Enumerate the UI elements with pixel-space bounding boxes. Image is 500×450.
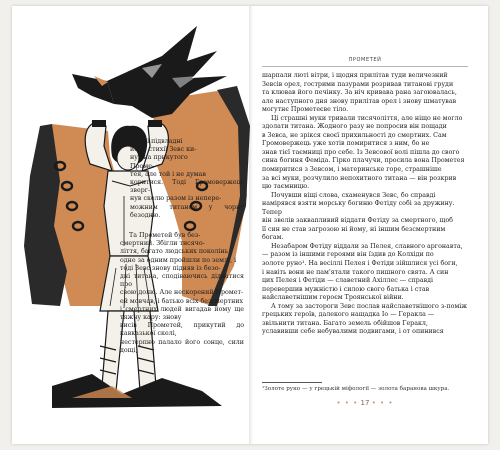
book-gutter	[249, 6, 253, 444]
left-paragraph-2: Та Прометей був без- смертний. Збігли тисячо- ліття, багато людських поколінь одне за одним пройшли по землі, і тоді Зевс знову підняв із безо- дні титана, сподіваючись діднатися про свою долю. Але нескорений Промет- ей мовчав, і батько всіх безсмертних і смертних людей вигадав йому ще тяжчу кару: знову висів Прометей, прикутий до кавказької скелі, нестерпно палало його сонце, сили дощі,	[120, 232, 244, 354]
right-paragraph-1: шарпали люті вітри, і щодня прилітав туди величезний Зевсів орел, гострими пазурами розривав титанові груди та клював його печінку. За ніч кривава рана загоювалась, але наступного дня знову прилітав орел і знову шматував могутнє Прометеєве тіло.	[262, 72, 457, 114]
right-paragraph-2: Ці страшні муки тривали тисячоліття, але ніщо не могло здолати титана. Жодного разу не попросив він пощади в Зевса, не зрікся своєї прихильності до смертних. Сам Громовержець уже хотів помиритися з ним, бо не знав тієї таємниці про себе. Із Зевсової волі пішла до свого сина богиня Феміда. Гірко плачучи, просила вона Прометея помиритися з Зевсом, і материнське горе, страшніше за всі муки, розчулило непохитного титана — він розкрив цю таємницю.	[262, 114, 465, 191]
ornament-left-icon: • • •	[336, 399, 359, 407]
footnote-rule	[262, 382, 322, 383]
ground-rock	[52, 374, 222, 408]
ornament-right-icon: • • •	[371, 399, 394, 407]
running-title: ПРОМЕТЕЙ	[348, 57, 382, 63]
page-number: 17	[360, 399, 370, 407]
page-number-row	[262, 399, 468, 407]
footnote: ¹Золоте руно — у грецькій міфології — золота баранова шкура.	[262, 386, 450, 392]
left-paragraph-1: Усі підвладні йому стихії Зевс ки- нув на прикутого Проме- тея, але той і не думав коритися. Тоді Громовержець зверг- нув скелю разом із непере- можним титаном у чорну безодню.	[130, 138, 244, 219]
right-paragraph-3: Почувши віщі слова, схаменувся Зевс, бо справді намірявся взяти морську богиню Фетіду собі за дружину. Тепер він звелів заквапливий віддати Фетіду за смертного, щоб її син не став загрозою ні йому, ні іншим безсмертним богам.	[262, 191, 455, 242]
right-paragraph-4: Незабаром Фетіду віддали за Пелея, славного аргонавта, — разом із іншими героями він їздив до Колхіди по золоте руно¹. На весіллі Пелея і Фетіди зійшлися усі боги, і навіть вони не пам'ятали такого пишного свята. А син цих Пелея і Фетіди — славетний Ахіллес — справді перевершив мужністю і силою свого батька і став найславетнішим героєм Троянської війни.	[262, 242, 463, 302]
prometheus-illustration	[12, 6, 252, 444]
left-text-lower	[120, 232, 244, 355]
left-text-upper	[130, 138, 244, 220]
right-page-body	[262, 72, 468, 337]
right-paragraph-5: А тому за застороги Зевс послав найславетнішого з-поміж грецьких героїв, далекого нащадка Іо — Геракла — звільнити титана. Багато земель обійшов Геракл, уславивши себе небувалими подвигами, і от опинився	[262, 302, 468, 336]
header-rule	[262, 66, 468, 67]
